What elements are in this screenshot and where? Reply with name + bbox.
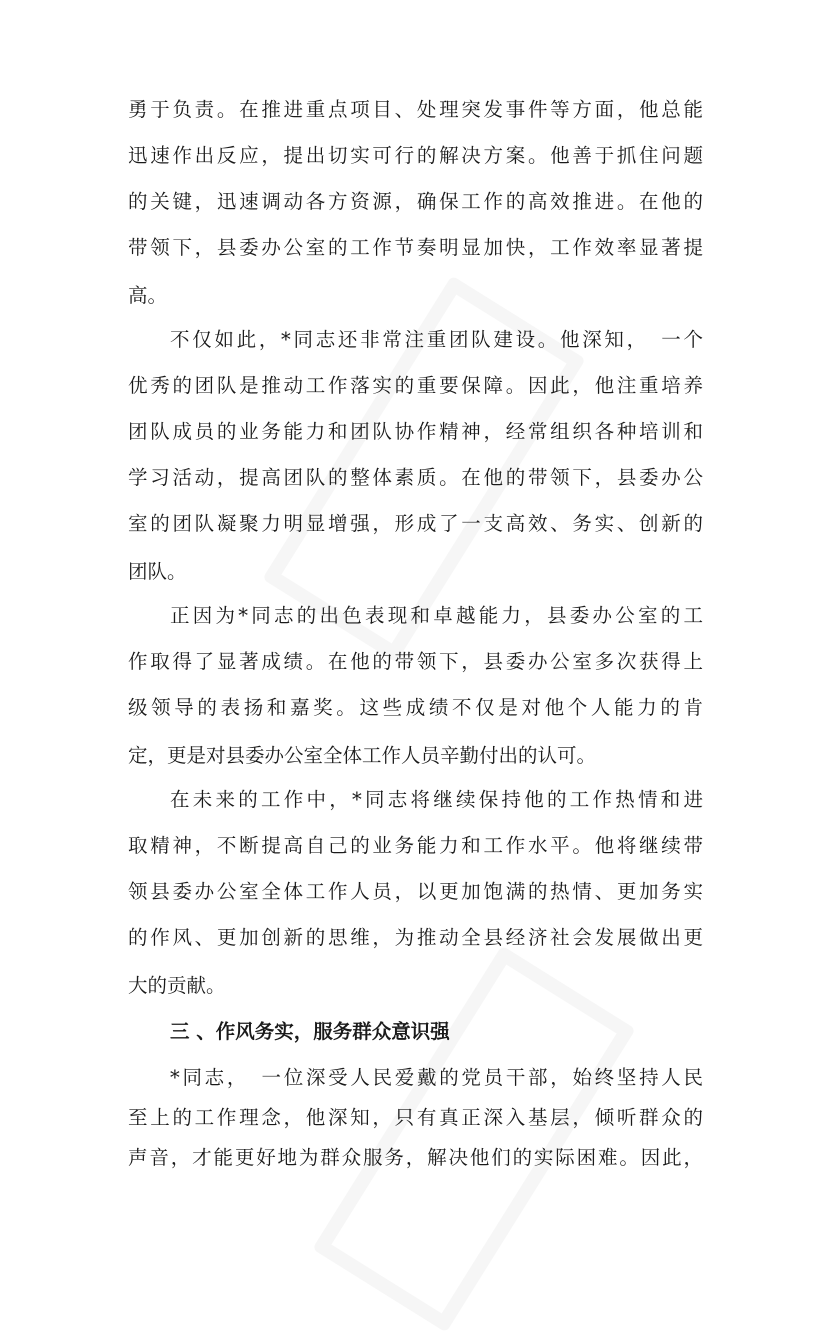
text-line: 级领导的表扬和嘉奖。这些成绩不仅是对他个人能力的肯 xyxy=(128,696,703,719)
text-line: 取精神，不断提高自己的业务能力和工作水平。他将继续带 xyxy=(128,834,703,857)
text-line: 在未来的工作中，*同志将继续保持他的工作热情和进 xyxy=(170,788,703,811)
text-line: 团队。 xyxy=(128,560,187,583)
text-line: 正因为*同志的出色表现和卓越能力，县委办公室的工 xyxy=(170,604,703,627)
text-line: 声音，才能更好地为群众服务，解决他们的实际困难。因此， xyxy=(128,1146,703,1169)
text-line: *同志， 一位深受人民爱戴的党员干部，始终坚持人民 xyxy=(170,1066,703,1089)
text-line: 的关键，迅速调动各方资源，确保工作的高效推进。在他的 xyxy=(128,190,703,213)
text-line: 的作风、更加创新的思维，为推动全县经济社会发展做出更 xyxy=(128,926,703,949)
text-line: 团队成员的业务能力和团队协作精神，经常组织各种培训和 xyxy=(128,420,703,443)
text-line: 定，更是对县委办公室全体工作人员辛勤付出的认可。 xyxy=(128,744,597,767)
text-line: 高。 xyxy=(128,284,168,307)
text-line: 学习活动，提高团队的整体素质。在他的带领下，县委办公 xyxy=(128,466,703,489)
text-line: 作取得了显著成绩。在他的带领下，县委办公室多次获得上 xyxy=(128,650,703,673)
text-line: 大的贡献。 xyxy=(128,974,226,997)
text-line: 室的团队凝聚力明显增强，形成了一支高效、务实、创新的 xyxy=(128,512,703,535)
text-line: 不仅如此，*同志还非常注重团队建设。他深知， 一个 xyxy=(170,328,703,351)
text-line: 至上的工作理念，他深知，只有真正深入基层，倾听群众的 xyxy=(128,1106,703,1129)
text-line: 带领下，县委办公室的工作节奏明显加快，工作效率显著提 xyxy=(128,236,703,259)
watermark-shape xyxy=(312,945,636,1332)
section-heading: 三 、作风务实，服务群众意识强 xyxy=(170,1020,450,1043)
text-line: 优秀的团队是推动工作落实的重要保障。因此，他注重培养 xyxy=(128,374,703,397)
text-line: 领县委办公室全体工作人员，以更加饱满的热情、更加务实 xyxy=(128,880,703,903)
text-line: 迅速作出反应，提出切实可行的解决方案。他善于抓住问题 xyxy=(128,144,703,167)
text-line: 勇于负责。在推进重点项目、处理突发事件等方面，他总能 xyxy=(128,98,703,121)
